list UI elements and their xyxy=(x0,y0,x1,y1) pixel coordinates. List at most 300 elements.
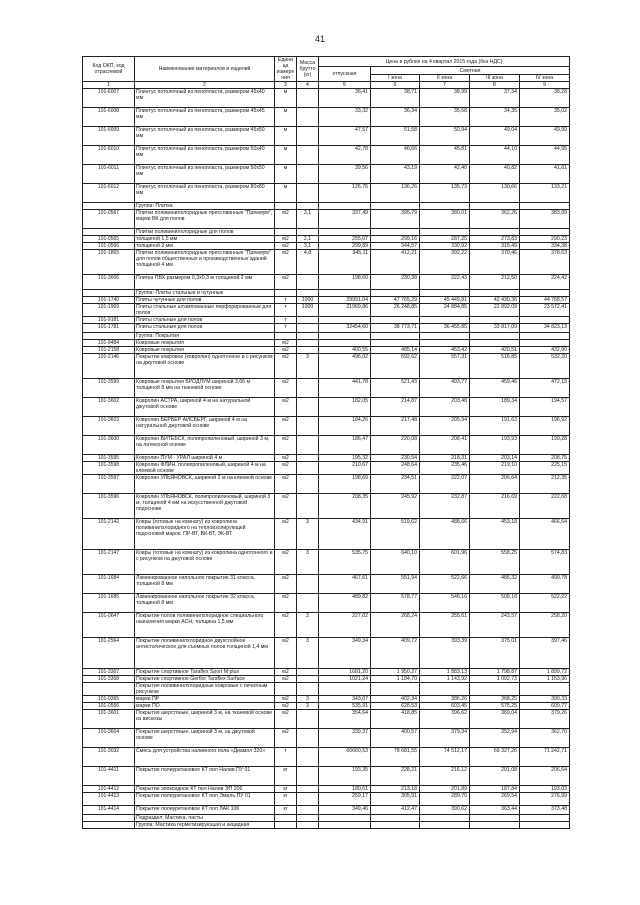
row-mass: 1000 xyxy=(297,304,319,317)
row-release-price xyxy=(319,333,371,340)
table-row xyxy=(83,710,570,729)
row-mass xyxy=(297,165,319,184)
row-release-price: 180,61 xyxy=(319,786,371,793)
row-zone4-price: 378,63 xyxy=(520,250,570,275)
table-row xyxy=(83,210,570,229)
column-number: 4 xyxy=(297,82,319,89)
row-zone4-price: 276,99 xyxy=(520,793,570,806)
row-name: Покрытие эпоксидное КТ пол Налив ЭП 206 xyxy=(135,786,275,793)
row-code: 101-3368 xyxy=(83,676,135,683)
row-zone2-price: 24 884,85 xyxy=(420,304,470,317)
row-mass xyxy=(297,710,319,729)
row-code: 101-9484 xyxy=(83,340,135,347)
row-zone1-price: 551,94 xyxy=(371,575,420,594)
row-unit: м xyxy=(275,89,297,108)
row-zone2-price: 453,42 xyxy=(420,347,470,354)
page-number: 41 xyxy=(314,34,325,44)
row-name: Ковролин БЕРБЕР АЙСБЕРГ, шириной 4 м на натуральной джутовой основе xyxy=(135,417,275,436)
row-zone2-price: 522,66 xyxy=(420,575,470,594)
row-name: Покрытие поливинилхлоридное двухслойное антистатическое для съемных полов толщиной 1,4 мм xyxy=(135,638,275,669)
row-unit: м2 xyxy=(275,236,297,243)
row-code: 101-6010 xyxy=(83,146,135,165)
row-name: толщиной 1,5 мм xyxy=(135,236,275,243)
table-row xyxy=(83,519,570,550)
row-code: 101-4414 xyxy=(83,806,135,815)
row-name: Покрытие полов поливинилхлоридное специального назначения марки АСН, толщина 1,5 мм xyxy=(135,613,275,638)
row-name: Плинтус потолочный из пенопласта, размером 50х50 мм xyxy=(135,165,275,184)
row-zone4-price xyxy=(520,317,570,324)
row-code: 101-3602 xyxy=(83,398,135,417)
row-release-price xyxy=(319,815,371,822)
row-zone2-price: 488,66 xyxy=(420,519,470,550)
row-zone4-price: 41,61 xyxy=(520,165,570,184)
row-unit: м2 xyxy=(275,729,297,748)
row-zone1-price: 1 184,70 xyxy=(371,676,420,683)
row-code xyxy=(83,815,135,822)
row-zone1-price: 299,16 xyxy=(371,236,420,243)
row-name: Ковролин УЛЬЯНОВСК, полипропиленовый, шириной 3 м, толщиной 4 мм на искусственной джутовой подоснове xyxy=(135,494,275,519)
row-zone3-price: 370,46 xyxy=(470,250,520,275)
row-name: толщиной 2 мм xyxy=(135,243,275,250)
row-name: Ковры (готовые на комнату) из ковролина поливинилхлоридного на теплоизолирующей подосновой марок: ПР-ВТ, ВК-ВТ, ЭК-ВТ xyxy=(135,519,275,550)
row-code xyxy=(83,683,135,696)
row-code: 101-1685 xyxy=(83,594,135,613)
row-zone2-price: 201,89 xyxy=(420,786,470,793)
row-name: Ковролин УЛЬЯНОВСК, шириной 2 м на клеевой основе xyxy=(135,475,275,494)
row-name: Ковровые покрытия БРОДЛУМ шириной 3,66 м толщиной 8 мм на тканевой основе xyxy=(135,379,275,398)
row-zone3-price xyxy=(470,340,520,347)
row-zone2-price: 222,07 xyxy=(420,475,470,494)
table-row xyxy=(83,676,570,683)
row-zone2-price: 205,94 xyxy=(420,417,470,436)
column-number: 1 xyxy=(83,82,135,89)
row-zone1-price xyxy=(371,340,420,347)
row-zone3-price: 243,57 xyxy=(470,613,520,638)
row-zone2-price: 218,31 xyxy=(420,455,470,462)
row-code: 101-2142 xyxy=(83,519,135,550)
row-zone4-price: 133,21 xyxy=(520,184,570,203)
row-release-price: 467,61 xyxy=(319,575,371,594)
row-name: Плиты стальные штампованные перфорированные для полов xyxy=(135,304,275,317)
row-release-price: 33,32 xyxy=(319,108,371,127)
row-zone2-price xyxy=(420,683,470,696)
row-zone3-price xyxy=(470,815,520,822)
row-release-price: 195,32 xyxy=(319,455,371,462)
row-zone2-price: 1 143,92 xyxy=(420,676,470,683)
row-unit: м2 xyxy=(275,696,297,703)
row-zone4-price: 574,83 xyxy=(520,550,570,575)
row-mass xyxy=(297,340,319,347)
row-unit: м2 xyxy=(275,519,297,550)
row-mass xyxy=(297,748,319,767)
row-zone1-price: 217,48 xyxy=(371,417,420,436)
row-zone3-price: 206,64 xyxy=(470,475,520,494)
row-mass xyxy=(297,683,319,696)
row-mass: 3 xyxy=(297,703,319,710)
row-zone3-price: 459,46 xyxy=(470,379,520,398)
row-release-price xyxy=(319,203,371,210)
row-code: 101-6008 xyxy=(83,108,135,127)
row-name: Покрытие ковровое (ковролин) однотонное и с рисунком на джутовой основе xyxy=(135,354,275,379)
price-table xyxy=(82,56,570,829)
row-unit: т xyxy=(275,748,297,767)
row-name: Покрытие полиуретановое КТ пол ЛАК 106 xyxy=(135,806,275,815)
row-zone2-price: 45,81 xyxy=(420,146,470,165)
table-row xyxy=(83,417,570,436)
row-release-price: 182,05 xyxy=(319,398,371,417)
row-mass xyxy=(297,108,319,127)
table-row xyxy=(83,793,570,806)
table-row xyxy=(83,290,570,297)
row-zone3-price: 42 430,36 xyxy=(470,297,520,304)
row-zone2-price: 216,12 xyxy=(420,767,470,786)
row-zone1-price: 409,72 xyxy=(371,638,420,669)
row-code xyxy=(83,333,135,340)
row-unit: м2 xyxy=(275,710,297,729)
row-zone4-price: 532,20 xyxy=(520,354,570,379)
row-name: Ковролин ПУМ - УРАЛ шириной 4 м xyxy=(135,455,275,462)
row-zone3-price: 369,04 xyxy=(470,710,520,729)
row-zone4-price: 206,64 xyxy=(520,767,570,786)
header-code: Код ОКП, код отраслевой xyxy=(83,57,135,82)
table-row xyxy=(83,683,570,696)
row-code: 101-4412 xyxy=(83,786,135,793)
row-zone1-price: 51,58 xyxy=(371,127,420,146)
row-zone2-price xyxy=(420,340,470,347)
row-zone3-price xyxy=(470,683,520,696)
row-name: Плинтус потолочный из пенопласта, размером 45х40 мм xyxy=(135,89,275,108)
row-mass xyxy=(297,806,319,815)
row-unit: м xyxy=(275,127,297,146)
row-unit: м2 xyxy=(275,462,297,475)
row-name: Плинтус потолочный из пенопласта, размером 50х40 мм xyxy=(135,146,275,165)
row-zone3-price: 1 798,87 xyxy=(470,669,520,676)
column-numbers-row xyxy=(83,82,570,89)
row-release-price: 32454,60 xyxy=(319,324,371,333)
row-zone1-price: 519,62 xyxy=(371,519,420,550)
row-zone1-price: 26 248,85 xyxy=(371,304,420,317)
row-zone3-price xyxy=(470,229,520,236)
row-code: 101-3598 xyxy=(83,462,135,475)
row-zone1-price: 248,64 xyxy=(371,462,420,475)
row-release-price xyxy=(319,290,371,297)
header-estimate: Сметная xyxy=(371,67,570,75)
row-unit xyxy=(275,683,297,696)
row-release-price: 1021,24 xyxy=(319,676,371,683)
table-row xyxy=(83,398,570,417)
row-code: 101-0565 xyxy=(83,236,135,243)
row-zone3-price: 375,01 xyxy=(470,638,520,669)
column-number: 3 xyxy=(275,82,297,89)
header-price: Цена в рублях на 4 квартал 2015 года (без НДС) xyxy=(319,57,570,67)
row-release-price: 434,91 xyxy=(319,519,371,550)
row-zone1-price: 521,43 xyxy=(371,379,420,398)
row-release-price: 349,46 xyxy=(319,806,371,815)
row-release-price: 339,37 xyxy=(319,729,371,748)
row-release-price: 39991,04 xyxy=(319,297,371,304)
header-unit: Едини ца измере ния xyxy=(275,57,297,82)
row-zone4-price: 35,02 xyxy=(520,108,570,127)
row-unit: кг xyxy=(275,793,297,806)
row-mass: 3 xyxy=(297,613,319,638)
row-code xyxy=(83,229,135,236)
row-release-price: 208,35 xyxy=(319,494,371,519)
row-name: Покрытие спортивное Gerflor Taraflex Surface xyxy=(135,676,275,683)
row-release-price: 193,35 xyxy=(319,767,371,786)
table-row xyxy=(83,275,570,290)
table-row xyxy=(83,494,570,519)
row-release-price: 489,82 xyxy=(319,594,371,613)
row-zone1-price: 628,53 xyxy=(371,703,420,710)
row-code: 101-4413 xyxy=(83,793,135,806)
row-mass: 2,1 xyxy=(297,236,319,243)
row-unit: м2 xyxy=(275,703,297,710)
row-zone4-price: 224,42 xyxy=(520,275,570,290)
row-zone4-price: 390,33 xyxy=(520,696,570,703)
row-code: 101-3606 xyxy=(83,275,135,290)
row-release-price: 210,67 xyxy=(319,462,371,475)
row-code: 101-0647 xyxy=(83,613,135,638)
row-unit: м2 xyxy=(275,575,297,594)
row-zone2-price: 386,26 xyxy=(420,696,470,703)
table-row xyxy=(83,594,570,613)
header-zone3: III зона xyxy=(470,75,520,82)
table-row xyxy=(83,184,570,203)
row-unit xyxy=(275,815,297,822)
row-name: Ковровые покрытия xyxy=(135,340,275,347)
row-code: 101-0566 xyxy=(83,243,135,250)
row-zone3-price: 486,32 xyxy=(470,575,520,594)
row-zone2-price xyxy=(420,822,470,829)
table-row xyxy=(83,767,570,786)
row-zone1-price: 213,18 xyxy=(371,786,420,793)
row-mass: 3 xyxy=(297,519,319,550)
row-zone2-price: 235,46 xyxy=(420,462,470,475)
row-zone4-price: 222,68 xyxy=(520,494,570,519)
row-zone2-price xyxy=(420,229,470,236)
row-code: 101-2158 xyxy=(83,347,135,354)
row-zone4-price xyxy=(520,683,570,696)
row-unit: м2 xyxy=(275,340,297,347)
row-code: 101-3601 xyxy=(83,710,135,729)
row-zone3-price: 22 892,09 xyxy=(470,304,520,317)
row-name: Плиты стальные для полов xyxy=(135,324,275,333)
row-zone3-price xyxy=(470,290,520,297)
row-zone4-price: 194,57 xyxy=(520,398,570,417)
row-unit: м2 xyxy=(275,210,297,229)
row-name: Плитка ПВХ размером 0,3х0,3 м толщиной 2 мм xyxy=(135,275,275,290)
row-zone2-price xyxy=(420,333,470,340)
row-zone4-price: 362,70 xyxy=(520,729,570,748)
row-name: Покрытие полиуретановое КТ пол Налив ПУ 01 xyxy=(135,767,275,786)
row-release-price: 535,75 xyxy=(319,550,371,575)
row-zone4-price: 208,75 xyxy=(520,455,570,462)
row-code: 101-6009 xyxy=(83,127,135,146)
row-zone4-price: 499,78 xyxy=(520,575,570,594)
row-code: 101-1969 xyxy=(83,304,135,317)
row-unit: м2 xyxy=(275,417,297,436)
row-release-price xyxy=(319,317,371,324)
row-unit: м2 xyxy=(275,379,297,398)
row-zone4-price xyxy=(520,229,570,236)
row-unit: м2 xyxy=(275,243,297,250)
row-zone3-price: 40,82 xyxy=(470,165,520,184)
row-zone4-price: 44,95 xyxy=(520,146,570,165)
table-row xyxy=(83,786,570,793)
row-zone4-price: 71 242,71 xyxy=(520,748,570,767)
row-zone3-price: 216,69 xyxy=(470,494,520,519)
table-row xyxy=(83,379,570,398)
row-code: 101-1781 xyxy=(83,324,135,333)
row-zone2-price: 493,77 xyxy=(420,379,470,398)
row-unit: м2 xyxy=(275,398,297,417)
row-mass xyxy=(297,290,319,297)
row-zone1-price: 228,21 xyxy=(371,767,420,786)
row-zone2-price: 396,62 xyxy=(420,710,470,729)
row-zone3-price: 1 092,73 xyxy=(470,676,520,683)
row-unit xyxy=(275,333,297,340)
row-release-price: 400,55 xyxy=(319,347,371,354)
row-name: Группа: Мастика герметизирующая и акцидная xyxy=(135,822,275,829)
row-code: 101-3603 xyxy=(83,417,135,436)
row-code: 101-0365 xyxy=(83,696,135,703)
row-zone4-price: 522,22 xyxy=(520,594,570,613)
row-zone4-price: 1 153,96 xyxy=(520,676,570,683)
row-code xyxy=(83,822,135,829)
table-row xyxy=(83,165,570,184)
table-row xyxy=(83,354,570,379)
row-zone4-price: 199,28 xyxy=(520,436,570,455)
row-zone4-price: 379,26 xyxy=(520,710,570,729)
row-unit: м2 xyxy=(275,550,297,575)
row-zone3-price: 201,08 xyxy=(470,767,520,786)
row-release-price xyxy=(319,229,371,236)
row-mass xyxy=(297,127,319,146)
row-code: 101-3032 xyxy=(83,748,135,767)
row-zone2-price: 393,39 xyxy=(420,638,470,669)
row-release-price: 66660,53 xyxy=(319,748,371,767)
table-row xyxy=(83,613,570,638)
row-zone1-price xyxy=(371,683,420,696)
row-zone4-price: 472,15 xyxy=(520,379,570,398)
row-code: 101-3600 xyxy=(83,436,135,455)
row-zone3-price: 269,54 xyxy=(470,793,520,806)
row-name: Плиты стальные для полов xyxy=(135,317,275,324)
row-zone2-price: 50,94 xyxy=(420,127,470,146)
row-release-price xyxy=(319,340,371,347)
row-zone2-price: 208,41 xyxy=(420,436,470,455)
row-zone2-price: 601,96 xyxy=(420,550,470,575)
row-zone1-price: 400,57 xyxy=(371,729,420,748)
row-release-price: 349,34 xyxy=(319,638,371,669)
row-name: Покрытие спортивное Taraflex Sport M plus xyxy=(135,669,275,676)
row-mass: 3 xyxy=(297,696,319,703)
row-mass xyxy=(297,229,319,236)
row-mass: 3 xyxy=(297,550,319,575)
row-release-price: 343,07 xyxy=(319,696,371,703)
row-mass xyxy=(297,793,319,806)
row-zone3-price: 508,18 xyxy=(470,594,520,613)
table-row xyxy=(83,729,570,748)
row-unit: м2 xyxy=(275,475,297,494)
row-code: 101-3595 xyxy=(83,455,135,462)
row-unit: м2 xyxy=(275,494,297,519)
row-unit: м2 xyxy=(275,594,297,613)
row-zone2-price: 74 512,17 xyxy=(420,748,470,767)
price-table-container xyxy=(82,56,569,836)
row-zone1-price xyxy=(371,317,420,324)
header-zone1: I зона xyxy=(371,75,420,82)
row-zone4-price: 290,23 xyxy=(520,236,570,243)
row-release-price: 1681,20 xyxy=(319,669,371,676)
row-name: Группа: Плитка xyxy=(135,203,275,210)
row-zone3-price xyxy=(470,317,520,324)
row-zone2-price: 45 449,81 xyxy=(420,297,470,304)
column-number: 5 xyxy=(319,82,371,89)
row-zone4-price: 38,28 xyxy=(520,89,570,108)
table-row xyxy=(83,822,570,829)
row-unit: т xyxy=(275,297,297,304)
row-mass xyxy=(297,786,319,793)
row-unit: м2 xyxy=(275,275,297,290)
column-number: 2 xyxy=(135,82,275,89)
row-zone3-price: 575,25 xyxy=(470,703,520,710)
table-row xyxy=(83,108,570,127)
row-zone1-price xyxy=(371,290,420,297)
row-zone3-price: 69 327,26 xyxy=(470,748,520,767)
row-code: 101-4411 xyxy=(83,767,135,786)
row-zone4-price: 193,03 xyxy=(520,786,570,793)
table-row xyxy=(83,236,570,243)
row-zone3-price: 368,25 xyxy=(470,696,520,703)
row-unit: м2 xyxy=(275,347,297,354)
row-zone3-price: 33 817,09 xyxy=(470,324,520,333)
row-unit: кг xyxy=(275,767,297,786)
row-zone1-price: 418,85 xyxy=(371,710,420,729)
row-zone4-price xyxy=(520,340,570,347)
row-zone3-price: 453,18 xyxy=(470,519,520,550)
row-mass xyxy=(297,494,319,519)
row-unit xyxy=(275,822,297,829)
row-unit: т xyxy=(275,304,297,317)
row-mass xyxy=(297,767,319,786)
row-unit: м xyxy=(275,165,297,184)
row-mass xyxy=(297,146,319,165)
row-release-price: 259,17 xyxy=(319,793,371,806)
row-name: Плитки поливинилхлоридные прессованные "Премиум" для полов общественных и производственных зданий толщиной 4 мм xyxy=(135,250,275,275)
row-zone3-price: 212,50 xyxy=(470,275,520,290)
row-release-price: 36,41 xyxy=(319,89,371,108)
row-release-price: 441,78 xyxy=(319,379,371,398)
row-unit xyxy=(275,290,297,297)
table-row xyxy=(83,703,570,710)
row-unit: т xyxy=(275,324,297,333)
row-zone4-price xyxy=(520,815,570,822)
row-zone1-price xyxy=(371,229,420,236)
row-code: 101-3596 xyxy=(83,494,135,519)
row-mass xyxy=(297,203,319,210)
row-zone3-price: 315,49 xyxy=(470,243,520,250)
row-unit xyxy=(275,203,297,210)
row-zone4-price xyxy=(520,333,570,340)
row-release-price: 227,02 xyxy=(319,613,371,638)
row-release-price xyxy=(319,683,371,696)
table-row xyxy=(83,347,570,354)
row-release-price: 126,76 xyxy=(319,184,371,203)
row-zone4-price: 212,35 xyxy=(520,475,570,494)
table-row xyxy=(83,669,570,676)
header-mass: Масса брутто (кг) xyxy=(297,57,319,82)
